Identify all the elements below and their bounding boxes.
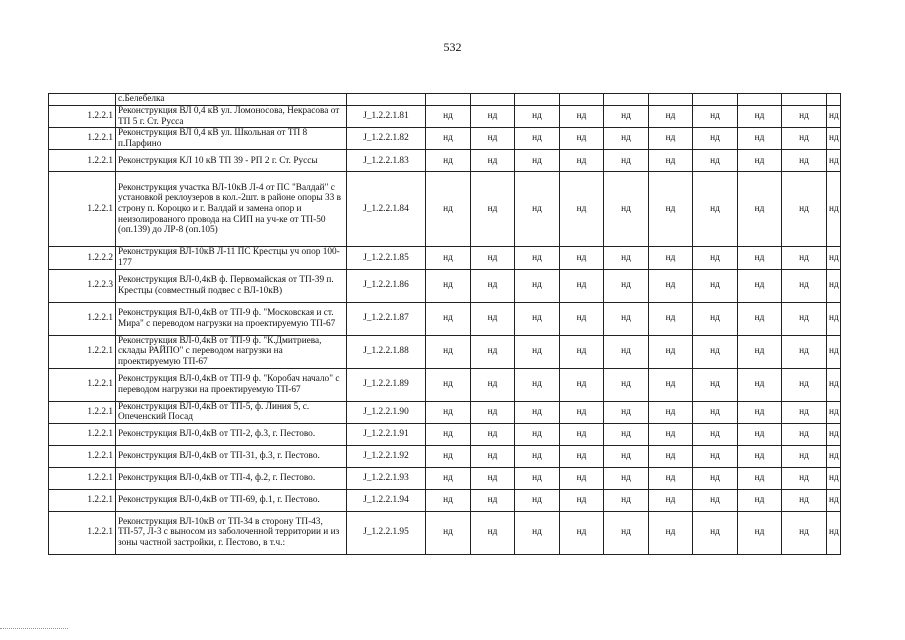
value-cell	[604, 94, 649, 106]
value-cell: нд	[426, 335, 471, 368]
name-cell: Реконструкция ВЛ-0,4кВ от ТП-69, ф.1, г. Пестово.	[116, 489, 347, 511]
value-cell: нд	[426, 368, 471, 401]
value-cell: нд	[560, 128, 604, 150]
table-row	[49, 302, 841, 335]
value-cell: нд	[515, 335, 560, 368]
value-cell: нд	[515, 423, 560, 445]
value-cell: нд	[426, 489, 471, 511]
value-cell: нд	[560, 269, 604, 302]
table-row	[49, 467, 841, 489]
id-cell: J_1.2.2.1.81	[347, 106, 426, 128]
code-cell: 1.2.2.1	[49, 511, 116, 554]
value-cell: нд	[782, 335, 827, 368]
name-cell: Реконструкция КЛ 10 кВ ТП 39 - РП 2 г. Ст. Руссы	[116, 150, 347, 172]
value-cell: нд	[738, 335, 782, 368]
id-cell: J_1.2.2.1.85	[347, 247, 426, 269]
value-cell: нд	[782, 128, 827, 150]
code-cell: 1.2.2.3	[49, 269, 116, 302]
value-cell	[426, 94, 471, 106]
name-cell: с.Белебелка	[116, 94, 347, 106]
value-cell: нд	[471, 423, 515, 445]
value-cell: нд	[515, 106, 560, 128]
value-cell: нд	[649, 368, 693, 401]
value-cell: нд	[693, 150, 738, 172]
name-cell: Реконструкция участка ВЛ-10кВ Л-4 от ПС "Валдай" с установкой реклоузеров в кол.-2шт. в районе опоры 33 в строну п. Короцко и г. Валдай и замена опор и неизолированого провода на СИП на уч-ке от ТП-50 (оп.139) до ЛР-8 (оп.105)	[116, 172, 347, 247]
page-number: 532	[443, 40, 462, 54]
id-cell: J_1.2.2.1.87	[347, 302, 426, 335]
value-cell: нд	[827, 335, 841, 368]
value-cell: нд	[426, 302, 471, 335]
name-cell: Реконструкция ВЛ-10кВ Л-11 ПС Крестцы уч опор 100-177	[116, 247, 347, 269]
value-cell: нд	[782, 511, 827, 554]
table-row	[49, 247, 841, 269]
code-cell: 1.2.2.1	[49, 401, 116, 423]
value-cell: нд	[738, 247, 782, 269]
value-cell: нд	[604, 172, 649, 247]
name-cell: Реконструкция ВЛ-0,4кВ от ТП-5, ф. Линия 5, с. Опеченский Посад	[116, 401, 347, 423]
table-row	[49, 401, 841, 423]
value-cell: нд	[738, 368, 782, 401]
name-cell: Реконструкция ВЛ-10кВ от ТП-34 в сторону ТП-43, ТП-57, Л-3 с выносом из заболоченной территории и из зоны частной застройки, г. Пестово, в т.ч.:	[116, 511, 347, 554]
data-table	[48, 93, 841, 555]
value-cell: нд	[693, 445, 738, 467]
value-cell: нд	[426, 172, 471, 247]
value-cell: нд	[649, 269, 693, 302]
value-cell: нд	[426, 269, 471, 302]
table-row	[49, 511, 841, 554]
value-cell: нд	[604, 489, 649, 511]
value-cell: нд	[693, 467, 738, 489]
value-cell	[649, 94, 693, 106]
value-cell: нд	[649, 489, 693, 511]
value-cell: нд	[827, 106, 841, 128]
value-cell: нд	[604, 423, 649, 445]
value-cell: нд	[560, 302, 604, 335]
value-cell: нд	[426, 423, 471, 445]
name-cell: Реконструкция ВЛ-0,4кВ от ТП-2, ф.3, г. Пестово.	[116, 423, 347, 445]
value-cell: нд	[604, 401, 649, 423]
value-cell: нд	[782, 445, 827, 467]
value-cell: нд	[560, 511, 604, 554]
value-cell: нд	[649, 335, 693, 368]
value-cell: нд	[693, 172, 738, 247]
name-cell: Реконструкция ВЛ-0,4кВ от ТП-9 ф. "К.Дмитриева, склады РАЙПО" с переводом нагрузки на проектируемую ТП-67	[116, 335, 347, 368]
value-cell: нд	[827, 368, 841, 401]
code-cell: 1.2.2.1	[49, 445, 116, 467]
id-cell: J_1.2.2.1.91	[347, 423, 426, 445]
value-cell: нд	[693, 247, 738, 269]
value-cell: нд	[782, 467, 827, 489]
table-row-header	[49, 94, 841, 106]
id-cell: J_1.2.2.1.89	[347, 368, 426, 401]
value-cell: нд	[693, 335, 738, 368]
value-cell: нд	[649, 511, 693, 554]
name-cell: Реконструкция ВЛ 0,4 кВ ул. Школьная от ТП 8 п.Парфино	[116, 128, 347, 150]
value-cell: нд	[471, 172, 515, 247]
value-cell: нд	[693, 269, 738, 302]
value-cell: нд	[738, 269, 782, 302]
value-cell: нд	[471, 401, 515, 423]
value-cell: нд	[471, 335, 515, 368]
value-cell: нд	[604, 150, 649, 172]
table-row	[49, 269, 841, 302]
value-cell: нд	[471, 128, 515, 150]
value-cell: нд	[649, 302, 693, 335]
value-cell: нд	[604, 467, 649, 489]
value-cell: нд	[827, 247, 841, 269]
id-cell: J_1.2.2.1.90	[347, 401, 426, 423]
value-cell	[471, 94, 515, 106]
value-cell: нд	[515, 445, 560, 467]
value-cell	[782, 94, 827, 106]
value-cell: нд	[649, 445, 693, 467]
value-cell: нд	[693, 368, 738, 401]
value-cell: нд	[738, 302, 782, 335]
value-cell: нд	[693, 511, 738, 554]
table-row	[49, 489, 841, 511]
value-cell: нд	[471, 302, 515, 335]
value-cell: нд	[782, 368, 827, 401]
value-cell: нд	[827, 302, 841, 335]
value-cell	[738, 94, 782, 106]
id-cell: J_1.2.2.1.92	[347, 445, 426, 467]
value-cell: нд	[827, 150, 841, 172]
table-row	[49, 172, 841, 247]
code-cell: 1.2.2.1	[49, 106, 116, 128]
id-cell: J_1.2.2.1.84	[347, 172, 426, 247]
value-cell: нд	[649, 401, 693, 423]
value-cell: нд	[604, 247, 649, 269]
value-cell: нд	[649, 106, 693, 128]
value-cell: нд	[560, 401, 604, 423]
value-cell: нд	[515, 489, 560, 511]
value-cell: нд	[471, 269, 515, 302]
id-cell: J_1.2.2.1.93	[347, 467, 426, 489]
value-cell: нд	[604, 335, 649, 368]
code-cell: 1.2.2.1	[49, 368, 116, 401]
value-cell	[560, 94, 604, 106]
value-cell: нд	[827, 423, 841, 445]
id-cell: J_1.2.2.1.95	[347, 511, 426, 554]
code-cell: 1.2.2.1	[49, 302, 116, 335]
value-cell: нд	[738, 423, 782, 445]
id-cell: J_1.2.2.1.94	[347, 489, 426, 511]
value-cell: нд	[515, 467, 560, 489]
value-cell: нд	[738, 128, 782, 150]
value-cell: нд	[560, 247, 604, 269]
value-cell: нд	[693, 423, 738, 445]
code-cell: 1.2.2.1	[49, 128, 116, 150]
value-cell: нд	[471, 467, 515, 489]
value-cell: нд	[560, 106, 604, 128]
table-row	[49, 106, 841, 128]
value-cell: нд	[560, 445, 604, 467]
value-cell: нд	[426, 467, 471, 489]
code-cell: 1.2.2.2	[49, 247, 116, 269]
value-cell: нд	[693, 128, 738, 150]
value-cell: нд	[782, 150, 827, 172]
code-cell: 1.2.2.1	[49, 172, 116, 247]
value-cell: нд	[426, 247, 471, 269]
name-cell: Реконструкция ВЛ-0,4кВ от ТП-9 ф. "Коробач начало" с переводом нагрузки на проектируемую ТП-67	[116, 368, 347, 401]
value-cell: нд	[515, 401, 560, 423]
value-cell: нд	[738, 489, 782, 511]
value-cell: нд	[693, 106, 738, 128]
value-cell: нд	[426, 511, 471, 554]
value-cell: нд	[649, 467, 693, 489]
value-cell: нд	[738, 172, 782, 247]
value-cell: нд	[827, 128, 841, 150]
name-cell: Реконструкция ВЛ-0,4кВ от ТП-31, ф.3, г. Пестово.	[116, 445, 347, 467]
id-cell: J_1.2.2.1.88	[347, 335, 426, 368]
value-cell: нд	[782, 302, 827, 335]
value-cell: нд	[738, 511, 782, 554]
value-cell: нд	[649, 128, 693, 150]
name-cell: Реконструкция ВЛ 0,4 кВ ул. Ломоносова, Некрасова от ТП 5 г. Ст. Русса	[116, 106, 347, 128]
table-row	[49, 335, 841, 368]
value-cell: нд	[693, 302, 738, 335]
value-cell: нд	[649, 247, 693, 269]
value-cell: нд	[649, 150, 693, 172]
value-cell: нд	[604, 128, 649, 150]
value-cell: нд	[782, 172, 827, 247]
value-cell: нд	[782, 247, 827, 269]
value-cell: нд	[738, 150, 782, 172]
value-cell: нд	[515, 128, 560, 150]
value-cell: нд	[515, 247, 560, 269]
id-cell: J_1.2.2.1.86	[347, 269, 426, 302]
value-cell	[827, 94, 841, 106]
code-cell	[49, 94, 116, 106]
value-cell: нд	[426, 401, 471, 423]
value-cell: нд	[560, 335, 604, 368]
value-cell: нд	[471, 150, 515, 172]
value-cell: нд	[782, 106, 827, 128]
value-cell: нд	[738, 445, 782, 467]
value-cell: нд	[515, 269, 560, 302]
value-cell: нд	[471, 368, 515, 401]
value-cell: нд	[782, 423, 827, 445]
value-cell: нд	[515, 172, 560, 247]
value-cell: нд	[560, 150, 604, 172]
value-cell: нд	[471, 247, 515, 269]
code-cell: 1.2.2.1	[49, 423, 116, 445]
name-cell: Реконструкция ВЛ-0,4кВ от ТП-4, ф.2, г. Пестово.	[116, 467, 347, 489]
id-cell: J_1.2.2.1.83	[347, 150, 426, 172]
value-cell: нд	[604, 368, 649, 401]
value-cell: нд	[426, 128, 471, 150]
value-cell: нд	[426, 445, 471, 467]
value-cell: нд	[738, 106, 782, 128]
value-cell: нд	[604, 445, 649, 467]
value-cell: нд	[827, 467, 841, 489]
value-cell: нд	[827, 172, 841, 247]
value-cell: нд	[471, 489, 515, 511]
value-cell: нд	[560, 172, 604, 247]
code-cell: 1.2.2.1	[49, 467, 116, 489]
table-row	[49, 150, 841, 172]
value-cell: нд	[471, 511, 515, 554]
value-cell: нд	[560, 423, 604, 445]
value-cell: нд	[560, 368, 604, 401]
value-cell: нд	[515, 511, 560, 554]
value-cell: нд	[515, 302, 560, 335]
value-cell: нд	[738, 401, 782, 423]
value-cell: нд	[827, 511, 841, 554]
value-cell: нд	[649, 423, 693, 445]
footer-divider	[0, 628, 68, 629]
value-cell: нд	[604, 302, 649, 335]
value-cell: нд	[604, 269, 649, 302]
value-cell: нд	[782, 269, 827, 302]
table-row	[49, 128, 841, 150]
id-cell: J_1.2.2.1.82	[347, 128, 426, 150]
code-cell: 1.2.2.1	[49, 150, 116, 172]
table-row	[49, 368, 841, 401]
value-cell: нд	[649, 172, 693, 247]
value-cell: нд	[827, 489, 841, 511]
value-cell: нд	[738, 467, 782, 489]
value-cell: нд	[471, 445, 515, 467]
value-cell: нд	[515, 368, 560, 401]
value-cell: нд	[604, 106, 649, 128]
code-cell: 1.2.2.1	[49, 335, 116, 368]
code-cell: 1.2.2.1	[49, 489, 116, 511]
value-cell: нд	[782, 401, 827, 423]
name-cell: Реконструкция ВЛ-0,4кВ от ТП-9 ф. "Московская и ст. Мира" с переводом нагрузки на проектируемую ТП-67	[116, 302, 347, 335]
value-cell: нд	[604, 511, 649, 554]
value-cell: нд	[782, 489, 827, 511]
value-cell: нд	[560, 489, 604, 511]
value-cell: нд	[827, 401, 841, 423]
value-cell: нд	[827, 445, 841, 467]
value-cell	[693, 94, 738, 106]
value-cell: нд	[560, 467, 604, 489]
value-cell: нд	[693, 401, 738, 423]
name-cell: Реконструкция ВЛ-0,4кВ ф. Первомайская от ТП-39 п. Крестцы (совместный подвес с ВЛ-10кВ)	[116, 269, 347, 302]
table-row	[49, 445, 841, 467]
value-cell: нд	[827, 269, 841, 302]
table-body	[49, 94, 841, 555]
value-cell: нд	[515, 150, 560, 172]
id-cell	[347, 94, 426, 106]
value-cell: нд	[426, 106, 471, 128]
value-cell: нд	[426, 150, 471, 172]
table-row	[49, 423, 841, 445]
value-cell: нд	[693, 489, 738, 511]
value-cell	[515, 94, 560, 106]
value-cell: нд	[471, 106, 515, 128]
